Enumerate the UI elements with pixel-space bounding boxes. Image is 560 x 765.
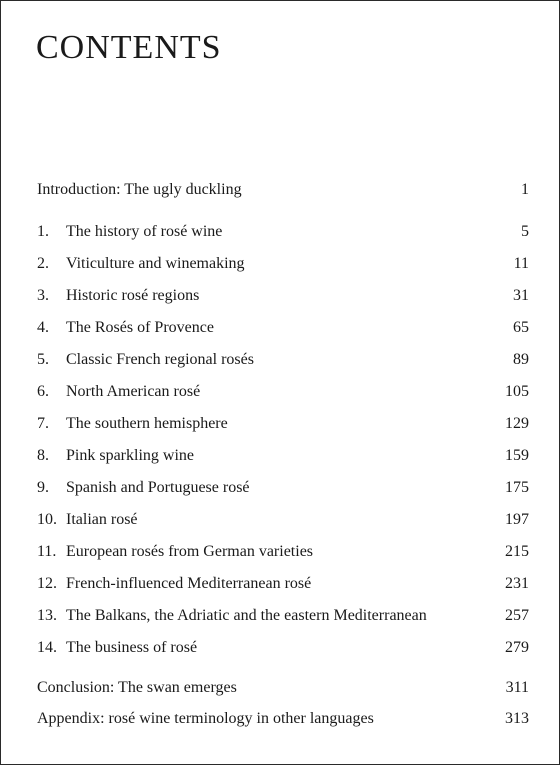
toc-entry-title: The history of rosé wine (66, 223, 223, 240)
chapter-number: 1. (37, 223, 49, 240)
toc-entry-page: 105 (505, 383, 529, 400)
toc-entry-page: 313 (505, 710, 529, 727)
toc-entry-chapter[interactable] (37, 602, 529, 634)
toc-entry-page: 31 (513, 287, 529, 304)
chapter-number: 10. (37, 511, 57, 528)
toc-entry-page: 231 (505, 575, 529, 592)
toc-entry-introduction[interactable] (37, 176, 529, 208)
toc-entry-chapter[interactable] (37, 634, 529, 666)
toc-entry-page: 11 (513, 255, 529, 272)
toc-entry-page: 129 (505, 415, 529, 432)
toc-entry-page: 159 (505, 447, 529, 464)
chapter-number: 9. (37, 479, 49, 496)
toc-entry-page: 197 (505, 511, 529, 528)
chapter-number: 8. (37, 447, 49, 464)
toc-entry-conclusion[interactable] (37, 674, 529, 705)
toc-entry-page: 257 (505, 607, 529, 624)
toc-entry-title: Pink sparkling wine (66, 447, 194, 464)
toc-entry-title: Italian rosé (66, 511, 138, 528)
toc-entry-title: Introduction: The ugly duckling (37, 181, 242, 198)
chapter-number: 2. (37, 255, 49, 272)
toc-entry-page: 215 (505, 543, 529, 560)
toc-entry-title: Historic rosé regions (66, 287, 200, 304)
chapter-number: 5. (37, 351, 49, 368)
toc-entry-page: 89 (513, 351, 529, 368)
toc-entry-title: Viticulture and winemaking (66, 255, 245, 272)
toc-entry-title: The Rosés of Provence (66, 319, 214, 336)
toc-entry-title: The Balkans, the Adriatic and the eastern Mediterranean (66, 607, 427, 624)
chapter-number: 14. (37, 639, 57, 656)
toc-entry-title: Appendix: rosé wine terminology in other languages (37, 710, 374, 727)
chapter-number: 4. (37, 319, 49, 336)
toc-entry-page: 311 (505, 679, 529, 696)
toc-entry-title: Classic French regional rosés (66, 351, 254, 368)
toc-entry-title: Conclusion: The swan emerges (37, 679, 237, 696)
toc-entry-page: 175 (505, 479, 529, 496)
chapter-number: 12. (37, 575, 57, 592)
toc-entry-page: 279 (505, 639, 529, 656)
toc-entry-title: The business of rosé (66, 639, 198, 656)
chapter-number: 6. (37, 383, 49, 400)
toc-entry-chapter[interactable] (37, 442, 529, 474)
toc-entry-chapter[interactable] (37, 538, 529, 570)
toc-entry-chapter[interactable] (37, 506, 529, 538)
chapter-number: 3. (37, 287, 49, 304)
toc-entry-page: 5 (521, 223, 529, 240)
toc-entry-chapter[interactable] (37, 474, 529, 506)
table-of-contents (37, 176, 529, 736)
toc-entry-chapter[interactable] (37, 346, 529, 378)
toc-entry-title: Spanish and Portuguese rosé (66, 479, 250, 496)
toc-entry-chapter[interactable] (37, 250, 529, 282)
toc-entry-title: North American rosé (66, 383, 201, 400)
toc-entry-chapter[interactable] (37, 218, 529, 250)
page-title: CONTENTS (36, 29, 222, 66)
toc-entry-title: French-influenced Mediterranean rosé (66, 575, 312, 592)
toc-entry-chapter[interactable] (37, 314, 529, 346)
toc-entry-title: European rosés from German varieties (66, 543, 314, 560)
toc-entry-chapter[interactable] (37, 282, 529, 314)
toc-entry-title: The southern hemisphere (66, 415, 228, 432)
chapter-number: 7. (37, 415, 49, 432)
toc-entry-page: 1 (521, 181, 529, 198)
toc-entry-chapter[interactable] (37, 570, 529, 602)
toc-entry-chapter[interactable] (37, 378, 529, 410)
toc-entry-chapter[interactable] (37, 410, 529, 442)
toc-entry-page: 65 (513, 319, 529, 336)
toc-entry-appendix[interactable] (37, 705, 529, 736)
chapter-number: 13. (37, 607, 57, 624)
chapter-number: 11. (37, 543, 57, 560)
